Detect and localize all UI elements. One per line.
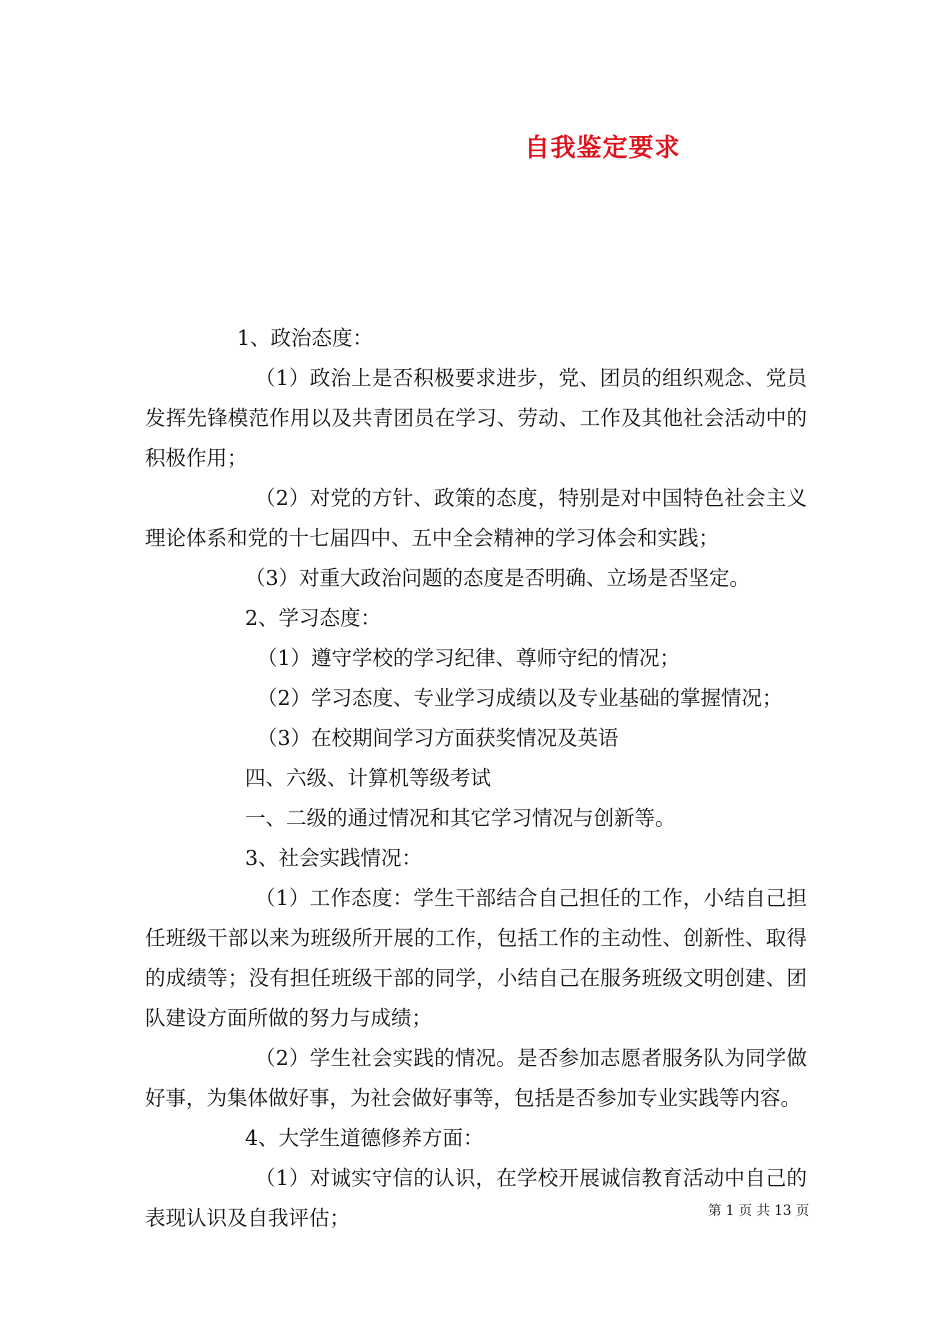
- paragraph: （2）学习态度、专业学习成绩以及专业基础的掌握情况；: [257, 686, 783, 710]
- paragraph-heading-moral-cultivation: 4、大学生道德修养方面：: [245, 1126, 484, 1150]
- page-number-footer: 第 1 页 共 13 页: [708, 1203, 810, 1219]
- paragraph: （2）对党的方针、政策的态度，特别是对中国特色社会主义理论体系和党的十七届四中、五中全会精神的学习体会和实践；: [145, 486, 807, 550]
- paragraph: （3）对重大政治问题的态度是否明确、立场是否坚定。: [245, 566, 751, 590]
- paragraph: （3）在校期间学习方面获奖情况及英语: [257, 726, 619, 750]
- paragraph-heading-social-practice: 3、社会实践情况：: [245, 846, 423, 870]
- document-title: 自我鉴定要求: [524, 133, 681, 162]
- paragraph: （1）政治上是否积极要求进步，党、团员的组织观念、党员发挥先锋模范作用以及共青团员在学习、劳动、工作及其他社会活动中的积极作用；: [145, 366, 807, 470]
- paragraph-heading-political-attitude: 1、政治态度：: [237, 326, 374, 350]
- paragraph: （2）学生社会实践的情况。是否参加志愿者服务队为同学做好事，为集体做好事，为社会做好事等，包括是否参加专业实践等内容。: [145, 1046, 807, 1110]
- paragraph: （1）工作态度：学生干部结合自己担任的工作，小结自己担任班级干部以来为班级所开展的工作，包括工作的主动性、创新性、取得的成绩等；没有担任班级干部的同学，小结自己在服务班级文明创建、团队建设方面所做的努力与成绩；: [145, 886, 807, 1030]
- paragraph: 一、二级的通过情况和其它学习情况与创新等。: [245, 806, 676, 830]
- document-body: [145, 318, 810, 1238]
- paragraph: 四、六级、计算机等级考试: [245, 766, 491, 790]
- paragraph: （1）对诚实守信的认识，在学校开展诚信教育活动中自己的表现认识及自我评估；: [145, 1166, 807, 1230]
- paragraph: （1）遵守学校的学习纪律、尊师守纪的情况；: [257, 646, 681, 670]
- paragraph-heading-study-attitude: 2、学习态度：: [245, 606, 382, 630]
